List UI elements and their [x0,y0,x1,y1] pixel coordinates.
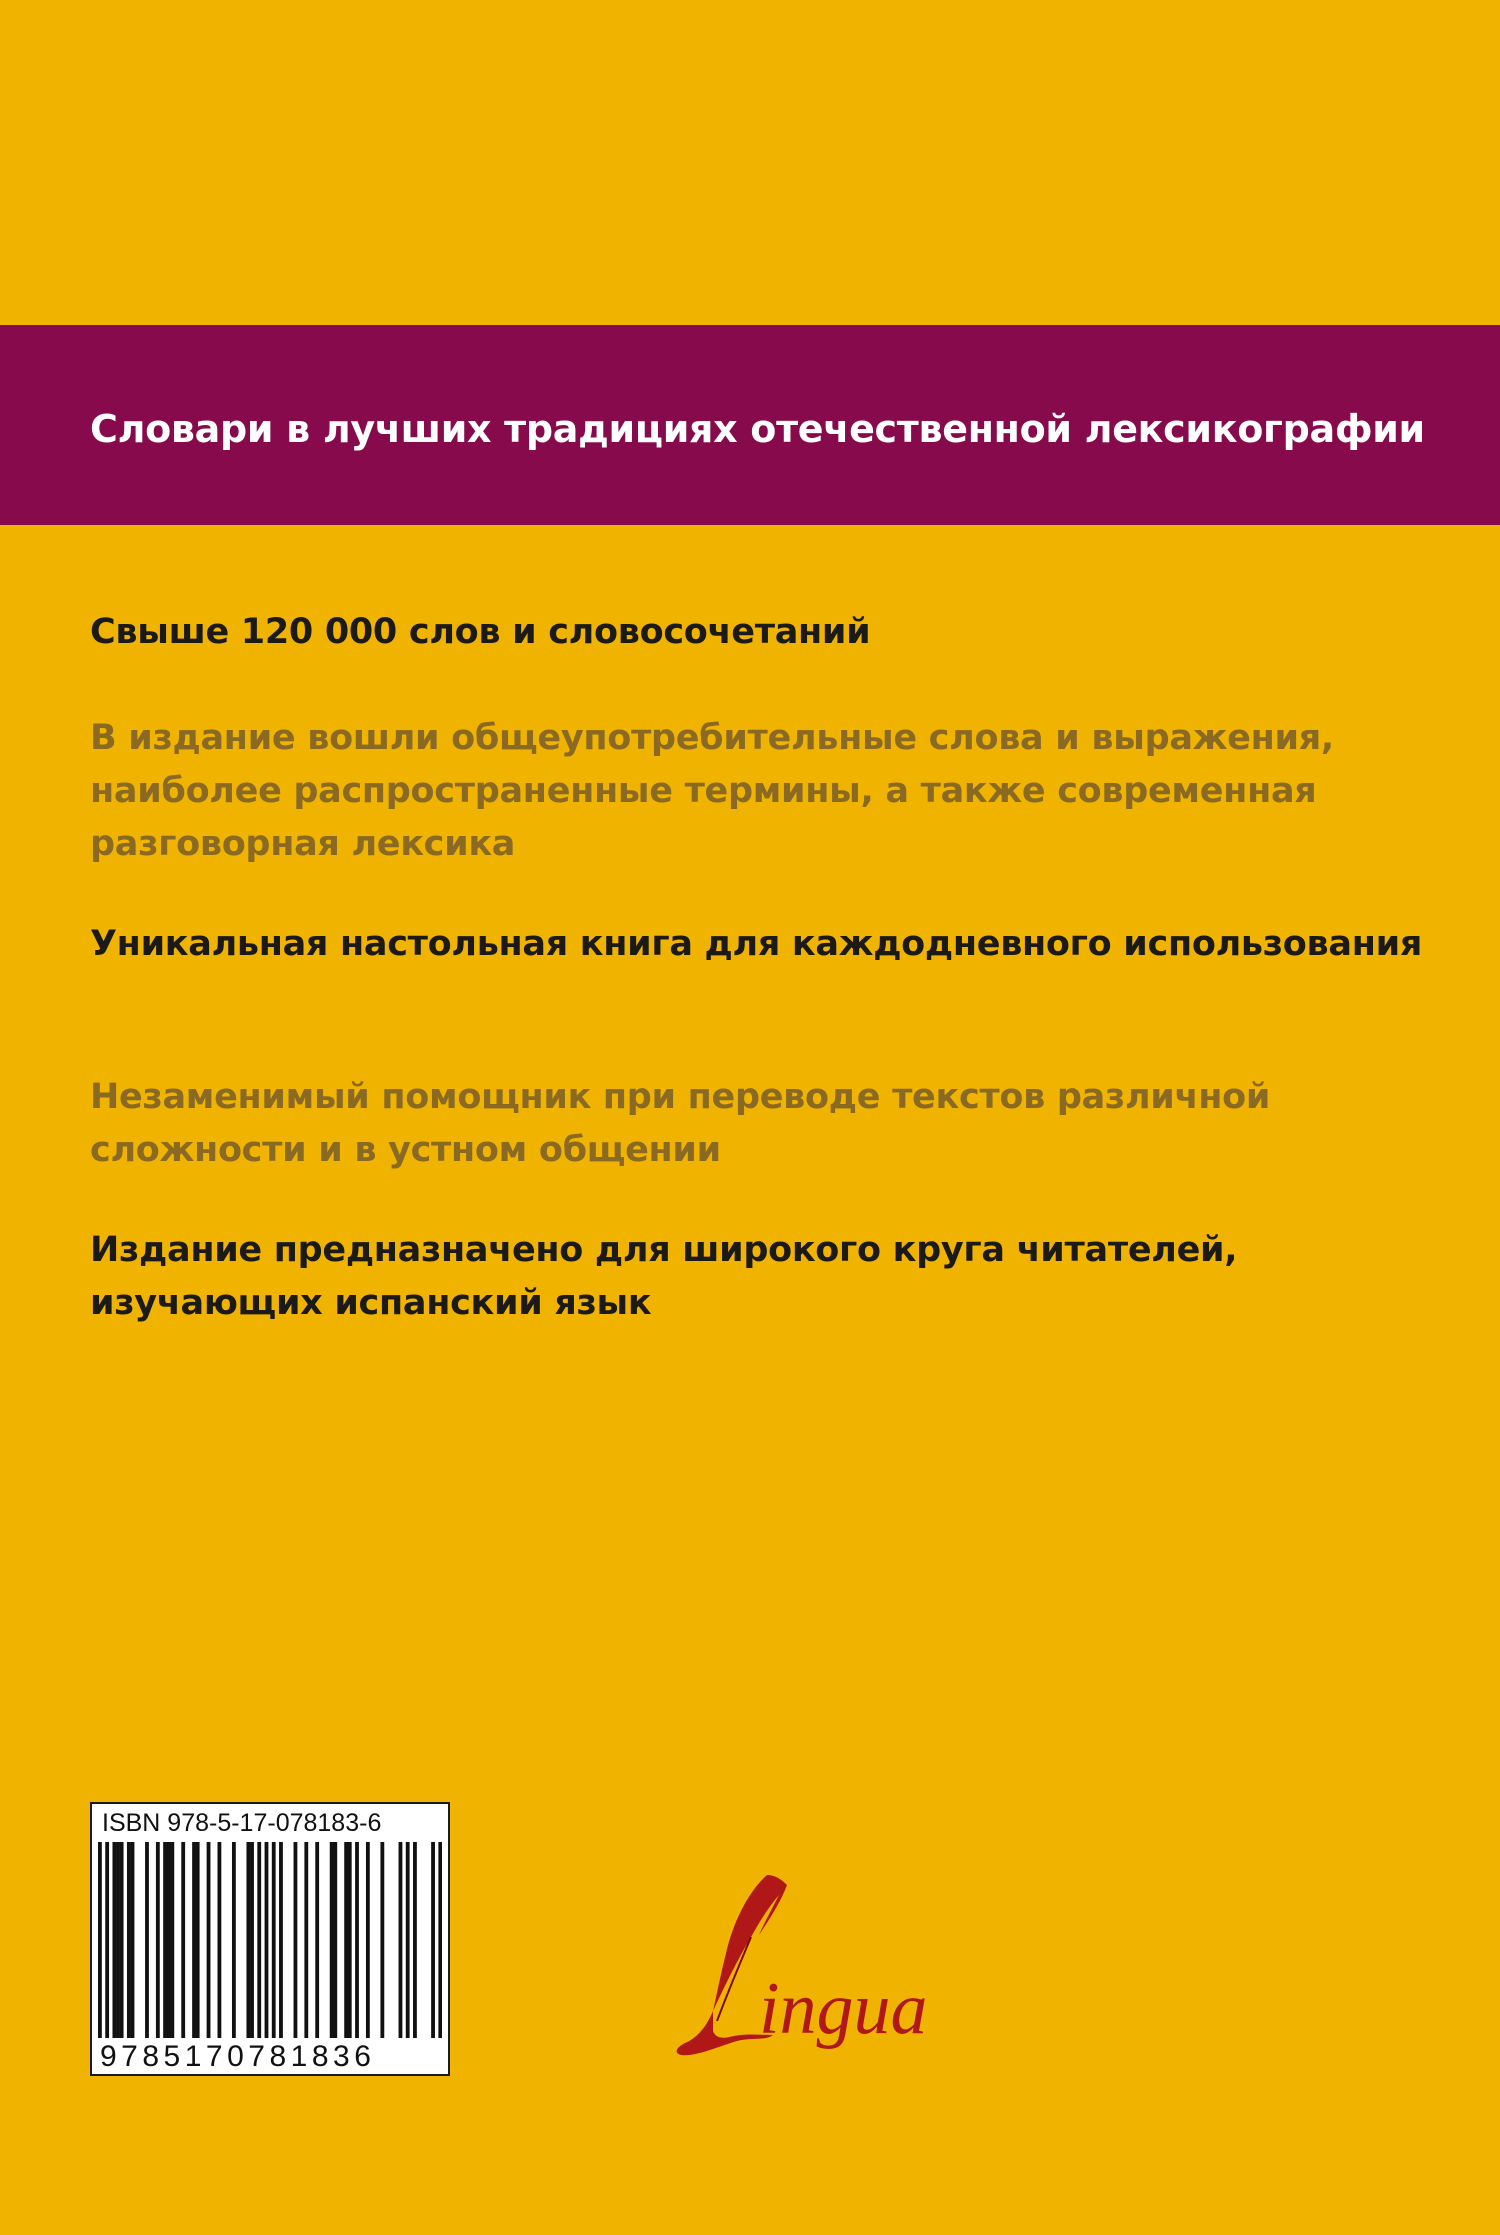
barcode-bar [399,1842,403,2038]
barcode-bar [156,1842,160,2038]
barcode-bar [265,1842,269,2038]
barcode-bar [196,1842,200,2038]
barcode-bar [145,1842,149,2038]
barcode-bar [294,1842,298,2038]
barcode-bar [355,1842,359,2038]
isbn-label: ISBN 978-5-17-078183-6 [102,1809,382,1837]
barcode-bar [98,1842,102,2038]
feature-translation-helper: Незаменимый помощник при переводе текстов различной сложности и в устном общении [90,1077,1271,1170]
barcode-bar [105,1842,109,2038]
barcode-bar [304,1842,308,2038]
barcode-bar [348,1842,352,2038]
barcode-bar [431,1842,435,2038]
barcode-bar [279,1842,283,2038]
isbn-barcode [90,1802,450,2076]
barcode-bar [380,1842,384,2038]
barcode-bar [232,1842,236,2038]
barcode-bar [207,1842,211,2038]
feature-word-count: Свыше 120 000 слов и словосочетаний [90,612,871,652]
isbn-digits: 9785170781836 [100,2040,376,2073]
barcode-bar [163,1842,167,2038]
barcode-bar [127,1842,131,2038]
barcode-bar [257,1842,261,2038]
barcode-bar [438,1842,442,2038]
barcode-bar [192,1842,196,2038]
barcode-bar [131,1842,135,2038]
barcode-bar [272,1842,276,2038]
barcode-bar [250,1842,254,2038]
barcode-bar [344,1842,348,2038]
banner-text: Словари в лучших традициях отечественной лексикографии [90,407,1425,451]
barcode-bar [170,1842,174,2038]
feature-desk-book: Уникальная настольная книга для каждодневного использования [90,924,1422,964]
feature-audience: Издание предназначено для широкого круга читателей, изучающих испанский язык [90,1230,1238,1323]
barcode-bar [330,1842,334,2038]
barcode-bar [315,1842,319,2038]
lingua-logo [655,1865,975,2065]
barcode-bar [413,1842,417,2038]
barcode-bar [181,1842,185,2038]
barcode-bars [98,1842,442,2038]
logo-text: ingua [759,1968,928,2050]
barcode-bar [406,1842,410,2038]
barcode-bar [246,1842,250,2038]
barcode-bar [120,1842,124,2038]
barcode-bar [116,1842,120,2038]
barcode-bar [167,1842,171,2038]
barcode-bar [217,1842,221,2038]
barcode-bar [112,1842,116,2038]
barcode-bar [366,1842,370,2038]
barcode-bar [333,1842,337,2038]
feature-vocabulary: В издание вошли общеупотребительные слова и выражения, наиболее распространенные термины, а также современная разговорная лексика [90,718,1334,864]
